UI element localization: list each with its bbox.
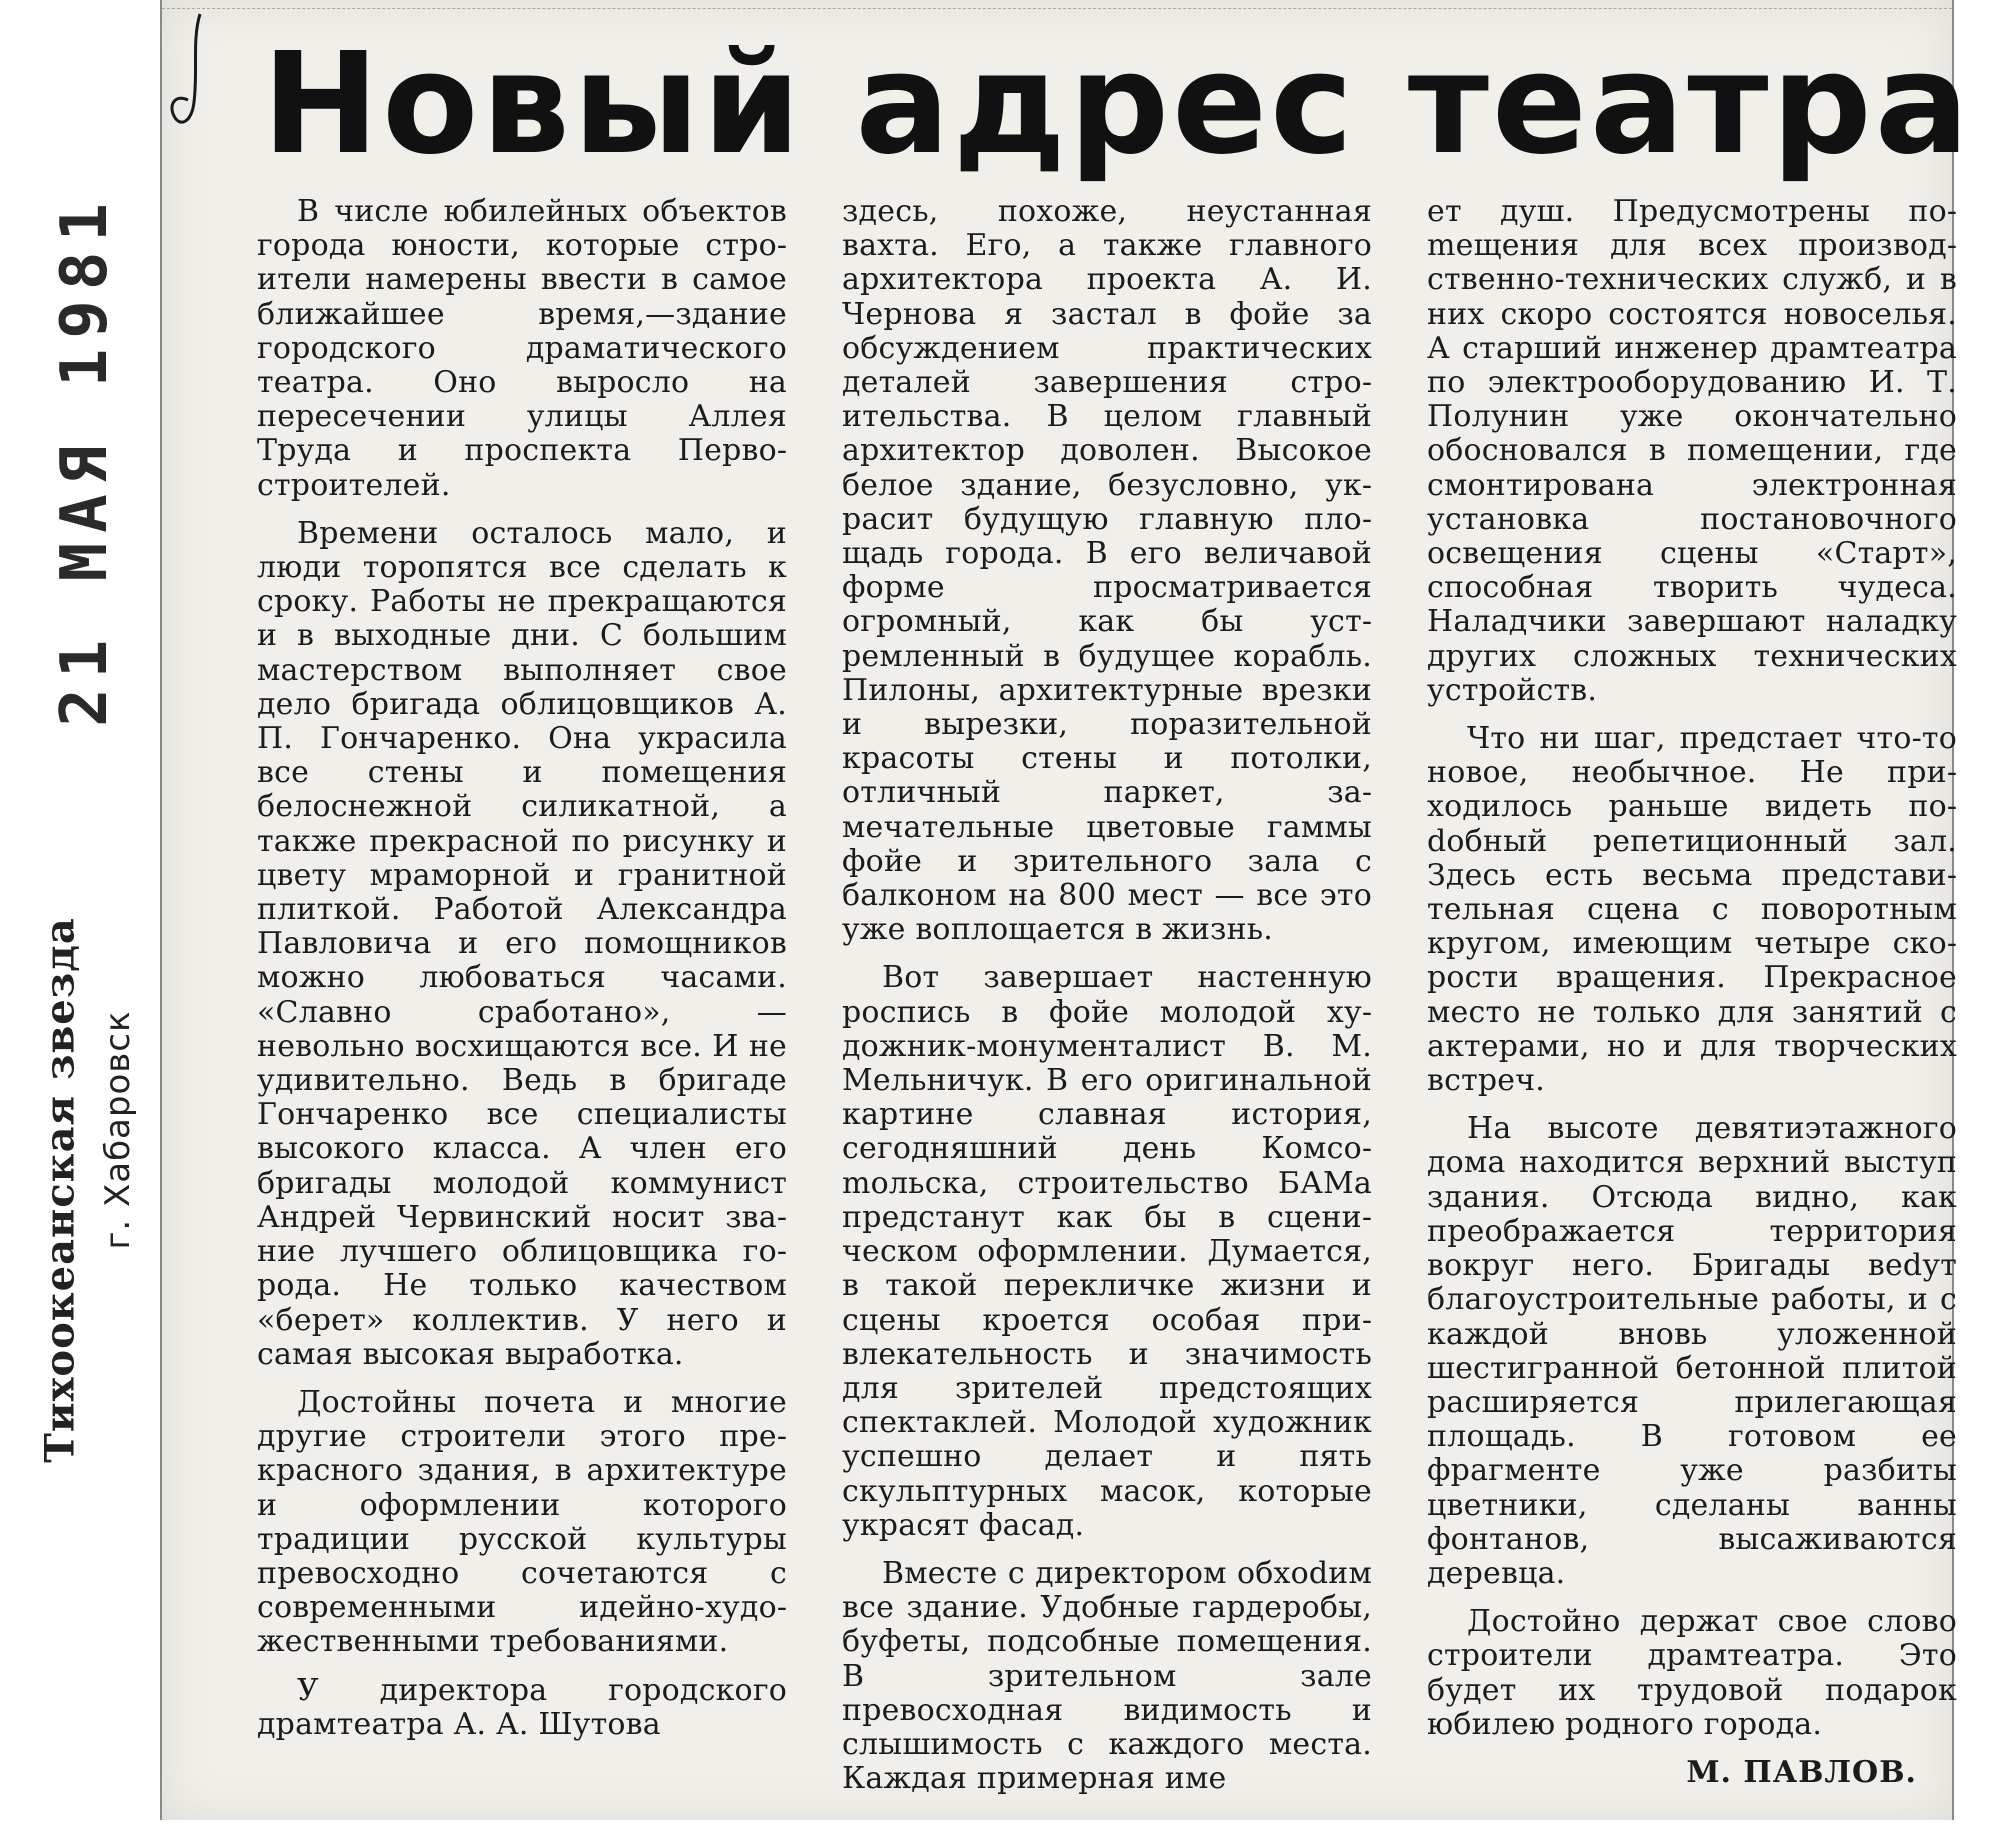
- paragraph: Достойно держат свое слово строители драмтеатра. Это будет их трудовой подарок юбилею родного города.: [1427, 1604, 1957, 1742]
- paragraph: Достойны почета и многие другие строители этого прекрасного здания, в архитектуре и оформлении которого традиции русской культуры превосходно сочетаются с современными идейно-художественными требованиями.: [257, 1384, 787, 1660]
- paragraph: здесь, похоже, неустанная вахта. Его, а также главного архитектора проекта А. И. Чернова я застал в фойе за обсуждением практических деталей завершения строительства. В целом главный архитектор доволен. Высокое белое здание, безусловно, украсит будущую главную площадь города. В его величавой форме просматривается огромный, как бы устремленный в будущее корабль. Пилоны, архитектурные врезки и вырезки, поразительной красоты стены и потолки, отличный паркет, замечательные цветовые гаммы фойе и зрительного зала с балконом на 800 мест — все это уже воплощается в жизнь.: [842, 194, 1372, 948]
- paragraph: Вот завершает настенную роспись в фойе молодой художник-монументалист В. М. Мельничук. В его оригинальной картине славная история, сегодняшний день Комсоmольска, строительство БАМа предстанут как бы в сценическом оформлении. Думается, в такой перекличке жизни и сцены кроется особая привлекательность и значимость для зрителей предстоящих спектаклей. Молодой художник успешно делает и пять скульптурных масок, которые украсят фасад.: [842, 960, 1372, 1543]
- paragraph: У директора городского драмтеатра А. А. Шутова: [257, 1672, 787, 1742]
- author-signature: М. ПАВЛОВ.: [1686, 1754, 1917, 1790]
- article-headline: Новый адрес театра: [262, 23, 1973, 186]
- handwritten-mark-icon: [162, 10, 222, 150]
- newspaper-name: Тихоокеанская звезда: [36, 917, 84, 1463]
- paragraph: Вместе с директором обхоdим все здание. Удобные гардеробы, буфеты, подсобные помещения. В зрительном зале превосходная видимость и слышимость с каждого места. Каждая примерная име: [842, 1555, 1372, 1797]
- paragraph: На высоте девятиэтажного дома находится верхний выступ здания. Отсюда видно, как преображается территория вокруг него. Бригады веdут благоустроительные работы, и с каждой вновь уложенной шестигранной бетонной плитой расширяется прилегающая площадь. В готовом ее фрагменте уже разбиты цветники, сделаны ванны фонтанов, высаживаются деревца.: [1427, 1111, 1957, 1591]
- paragraph: Времени осталось мало, и люди торопятся все сделать к сроку. Работы не прекращаются и в выходные дни. С большим мастерством выполняет свое дело бригада облицовщиков А. П. Гончаренко. Она украсила все стены и помещения белоснежной силикатной, а также прекрасной по рисунку и цвету мраморной и гранитной плиткой. Работой Александра Павловича и его помощников можно любоваться часами. «Славно сработано», — невольно восхищаются все. И не удивительно. Ведь в бригаде Гончаренко все специалисты высокого класса. А член его бригады молодой коммунист Андрей Червинский носит звание лучшего облицовщика города. Не только качеством «берет» коллектив. У него и самая высокая выработка.: [257, 515, 787, 1372]
- newspaper-clipping: [160, 0, 1973, 1820]
- paragraph: Что ни шаг, предстает что-то новое, необычное. Не приходилось раньше видеть поdобный репетиционный зал. Здесь есть весьма представительная сцена с поворотным кругом, имеющим четыре скорости вращения. Прекрасное место не только для занятий с актерами, но и для творческих встреч.: [1427, 721, 1957, 1099]
- article-column-1: [257, 195, 787, 1795]
- article-column-3: [1427, 195, 1957, 1795]
- paragraph: ет душ. Предусмотрены поmещения для всех производственно-технических служб, и в них скоро состоятся новоселья. А старший инженер драмтеатра по электрооборудованию И. Т. Полунин уже окончательно обосновался в помещении, где смонтирована электронная установка постановочного освещения сцены «Старт», способная творить чудеса. Наладчики завершают наладку других сложных технических устройств.: [1427, 194, 1957, 708]
- article-column-2: [842, 195, 1372, 1795]
- date-stamp: 21 МАЯ 1981: [48, 193, 122, 727]
- clipping-top-edge: [162, 0, 1952, 9]
- newspaper-city: г. Хабаровск: [98, 1010, 138, 1250]
- paragraph: В числе юбилейных объектов города юности, которые строители намерены ввести в самое ближайшее время,—здание городского драматического театра. Оно выросло на пересечении улицы Аллея Труда и проспекта Первостроителей.: [257, 194, 787, 503]
- side-stamp-area: [0, 0, 160, 1834]
